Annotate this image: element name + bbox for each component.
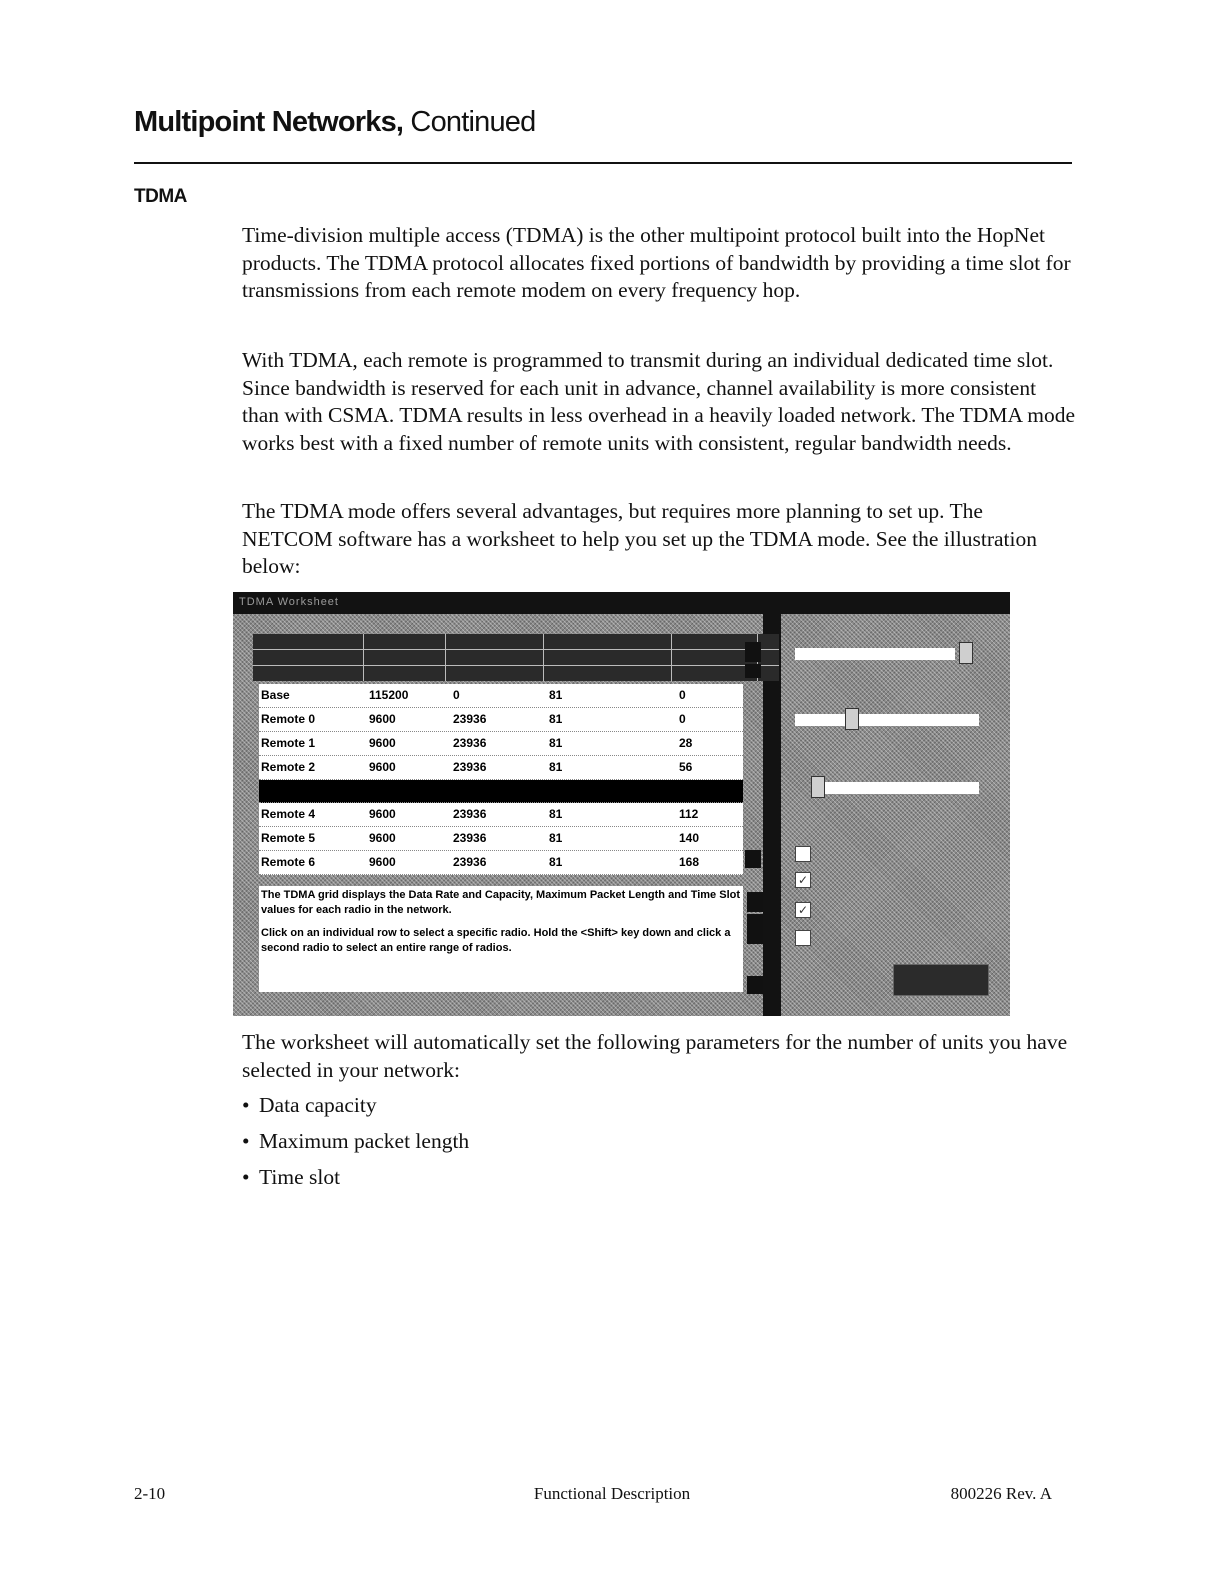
row-time-slot: 140 — [679, 831, 700, 845]
row-data-rate: 9600 — [369, 760, 396, 774]
paragraph-parameters-intro: The worksheet will automatically set the following parameters for the number of units you have selected in your network: — [242, 1030, 1068, 1082]
title-rule — [134, 162, 1072, 164]
table-row[interactable] — [259, 803, 743, 827]
worksheet-description — [259, 886, 743, 992]
description-selection-info: Click on an individual row to select a specific radio. Hold the <Shift> key down and click a second radio to select an entire range of radios. — [261, 927, 731, 954]
slider-track[interactable] — [795, 714, 979, 726]
row-packet-length: 23936 — [453, 712, 487, 726]
slider-track[interactable] — [825, 782, 979, 794]
checkbox-checked[interactable]: ✓ — [795, 902, 811, 918]
row-data-rate: 9600 — [369, 855, 396, 869]
row-data-rate: 9600 — [369, 807, 396, 821]
list-item — [242, 1125, 469, 1161]
row-slot: 81 — [549, 807, 563, 821]
row-packet-length: 23936 — [453, 831, 487, 845]
row-slot: 81 — [549, 855, 563, 869]
row-slot: 81 — [549, 712, 563, 726]
list-item-label: Data capacity — [259, 1093, 377, 1117]
grid-scroll-thumb[interactable] — [745, 664, 761, 678]
row-data-rate: 9600 — [369, 712, 396, 726]
table-row[interactable] — [259, 684, 743, 708]
tdma-worksheet-screenshot — [233, 592, 1010, 1016]
slider-track[interactable] — [795, 648, 955, 660]
footer-document-revision: 800226 Rev. A — [950, 1484, 1052, 1503]
slider-thumb[interactable] — [845, 708, 859, 730]
checkbox[interactable] — [795, 846, 811, 862]
desc-scroll-down[interactable] — [747, 976, 763, 994]
list-item — [242, 1161, 469, 1197]
grid-header — [253, 634, 779, 681]
grid-scroll-down[interactable] — [745, 850, 761, 868]
row-name: Remote 6 — [261, 855, 316, 869]
footer-page-number: 2-10 — [134, 1484, 166, 1503]
list-item-label: Time slot — [259, 1165, 341, 1189]
row-data-rate: 115200 — [369, 688, 409, 702]
row-time-slot: 112 — [679, 807, 699, 821]
table-row-selected[interactable] — [259, 780, 743, 803]
bullet-icon: • — [242, 1165, 250, 1189]
list-item-label: Maximum packet length — [259, 1129, 470, 1153]
checkbox[interactable] — [795, 930, 811, 946]
row-slot: 81 — [549, 736, 563, 750]
page-title — [134, 106, 535, 139]
row-slot: 81 — [549, 688, 563, 702]
row-time-slot: 28 — [679, 736, 693, 750]
row-time-slot: 0 — [679, 712, 686, 726]
section-label: TDMA — [134, 186, 187, 207]
paragraph-tdma-details: With TDMA, each remote is programmed to transmit during an individual dedicated time slot. Since bandwidth is reserved for each unit in advance, channel availability is more consistent than with CSMA. TDMA results in less overhead in a heavily loaded network. The TDMA mode works best with a fixed number of remote units with consistent, regular bandwidth needs. — [242, 348, 1076, 455]
dialog-button[interactable] — [893, 964, 989, 996]
table-row[interactable] — [259, 756, 743, 780]
row-time-slot: 168 — [679, 855, 700, 869]
bullet-icon: • — [242, 1129, 250, 1153]
bullet-icon: • — [242, 1093, 250, 1117]
row-time-slot: 0 — [679, 688, 686, 702]
row-packet-length: 23936 — [453, 760, 487, 774]
row-slot: 81 — [549, 831, 563, 845]
checkbox-checked[interactable]: ✓ — [795, 872, 811, 888]
row-name: Remote 1 — [261, 736, 316, 750]
row-name: Remote 0 — [261, 712, 316, 726]
row-packet-length: 23936 — [453, 807, 487, 821]
description-grid-info: The TDMA grid displays the Data Rate and Capacity, Maximum Packet Length and Time Slot values for each radio in the network. — [261, 889, 741, 916]
paragraph-tdma-intro: Time-division multiple access (TDMA) is the other multipoint protocol built into the HopNet products. The TDMA protocol allocates fixed portions of bandwidth by providing a time slot for transmissions from each remote modem on every frequency hop. — [242, 223, 1071, 302]
table-row[interactable] — [259, 732, 743, 756]
row-packet-length: 23936 — [453, 736, 487, 750]
page-title-bold: Multipoint Networks, — [134, 106, 404, 138]
row-data-rate: 9600 — [369, 736, 396, 750]
row-packet-length: 23936 — [453, 855, 487, 869]
slider-thumb[interactable] — [811, 776, 825, 798]
row-name: Remote 2 — [261, 760, 316, 774]
table-row[interactable] — [259, 827, 743, 851]
desc-scroll-thumb[interactable] — [747, 914, 763, 944]
paragraph-worksheet-intro: The TDMA mode offers several advantages, but requires more planning to set up. The NETCOM software has a worksheet to help you set up the TDMA mode. See the illustration below: — [242, 499, 1037, 578]
row-packet-length: 0 — [453, 688, 460, 702]
row-name: Remote 4 — [261, 807, 316, 821]
desc-scroll-up[interactable] — [747, 892, 763, 912]
worksheet-right-panel — [781, 614, 1010, 1016]
table-row[interactable] — [259, 708, 743, 732]
row-name: Base — [261, 688, 290, 702]
slider-thumb[interactable] — [959, 642, 973, 664]
row-data-rate: 9600 — [369, 831, 396, 845]
grid-scroll-up[interactable] — [745, 642, 761, 662]
worksheet-window-title: TDMA Worksheet — [239, 596, 339, 608]
row-name: Remote 5 — [261, 831, 316, 845]
table-row[interactable] — [259, 851, 743, 875]
row-time-slot: 56 — [679, 760, 693, 774]
page-title-continued: Continued — [403, 106, 536, 138]
tdma-grid — [259, 684, 743, 875]
row-slot: 81 — [549, 760, 563, 774]
parameter-list — [242, 1089, 469, 1197]
footer-section-name: Functional Description — [533, 1484, 691, 1503]
list-item — [242, 1089, 469, 1125]
